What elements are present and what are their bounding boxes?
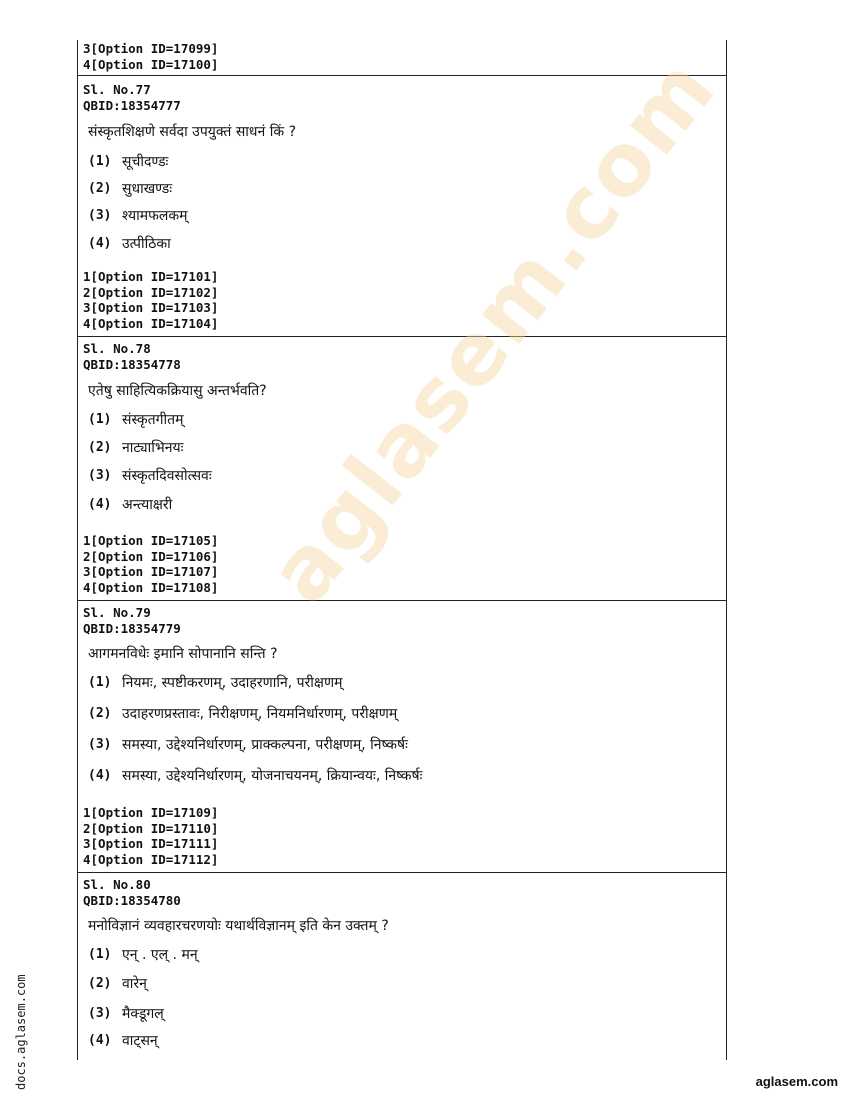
option-text: समस्या, उद्देश्यनिर्धारणम्, योजनाचयनम्, क्रियान्वयः, निष्कर्षः [122, 768, 423, 784]
option-number: (3) [88, 1006, 112, 1021]
option-row [88, 735, 408, 754]
option-number: (2) [88, 976, 112, 991]
option-id: 2[Option ID=17106] [83, 548, 219, 564]
serial-number: Sl. No.78 [83, 341, 151, 356]
option-number: (4) [88, 768, 112, 783]
option-number: (4) [88, 236, 112, 251]
option-id: 3[Option ID=17103] [83, 300, 219, 315]
watermark: aglasem.com [250, 39, 736, 622]
question-table [77, 40, 727, 1060]
option-number: (1) [88, 947, 112, 962]
option-number: (1) [88, 154, 112, 169]
serial-number: Sl. No.77 [83, 82, 151, 97]
option-row [88, 410, 184, 429]
option-id-list [83, 41, 218, 72]
option-number: (1) [88, 675, 112, 690]
option-number: (3) [88, 468, 112, 483]
question-block [78, 75, 726, 336]
option-id: 3[Option ID=17107] [83, 564, 219, 579]
question-header [83, 877, 181, 908]
qbid: QBID:18354777 [83, 97, 181, 113]
option-id: 1[Option ID=17109] [83, 805, 219, 820]
option-id-list [83, 533, 218, 595]
option-number: (2) [88, 440, 112, 455]
qbid: QBID:18354780 [83, 892, 181, 908]
option-row [88, 945, 198, 964]
option-text: उदाहरणप्रस्तावः, निरीक्षणम्, नियमनिर्धारणम्, परीक्षणम् [122, 706, 398, 722]
option-id: 2[Option ID=17102] [83, 284, 219, 300]
option-id: 4[Option ID=17112] [83, 851, 219, 867]
option-row [88, 766, 422, 785]
option-row [88, 1031, 158, 1050]
option-row [88, 152, 168, 171]
question-block [78, 872, 726, 1060]
question-text: मनोविज्ञानं व्यवहारचरणयोः यथार्थविज्ञानम् इति केन उक्तम् ? [88, 918, 389, 934]
option-id: 4[Option ID=17100] [83, 56, 219, 72]
option-number: (3) [88, 737, 112, 752]
question-header [83, 341, 181, 372]
option-text: समस्या, उद्देश्यनिर्धारणम्, प्राक्कल्पना, परीक्षणम्, निष्कर्षः [122, 737, 408, 753]
option-row [88, 179, 172, 198]
option-text: संस्कृतगीतम् [122, 412, 184, 428]
option-number: (3) [88, 208, 112, 223]
question-text: आगमनविधेः इमानि सोपानानि सन्ति ? [88, 646, 278, 662]
option-text: सूचीदण्डः [122, 154, 169, 170]
option-text: वाट्सन् [122, 1033, 158, 1049]
option-text: सुधाखण्डः [122, 181, 173, 197]
option-id: 1[Option ID=17105] [83, 533, 219, 548]
option-row [88, 704, 397, 723]
prev-question-tail [78, 40, 726, 75]
option-id-list [83, 805, 218, 867]
option-number: (2) [88, 706, 112, 721]
serial-number: Sl. No.80 [83, 877, 151, 892]
question-header [83, 82, 181, 113]
option-row [88, 974, 147, 993]
serial-number: Sl. No.79 [83, 605, 151, 620]
option-row [88, 673, 342, 692]
footer-brand: aglasem.com [755, 1074, 838, 1089]
question-block [78, 336, 726, 600]
question-text: एतेषु साहित्यिकक्रियासु अन्तर्भवति? [88, 383, 267, 399]
option-id-list [83, 269, 218, 331]
option-id: 4[Option ID=17104] [83, 315, 219, 331]
option-row [88, 495, 172, 514]
question-block [78, 600, 726, 872]
qbid: QBID:18354779 [83, 620, 181, 636]
option-row [88, 234, 171, 253]
option-row [88, 206, 187, 225]
option-text: उत्पीठिका [122, 236, 171, 252]
option-text: नाट्याभिनयः [122, 440, 184, 456]
option-text: एन् . एल् . मन् [122, 947, 198, 963]
question-header [83, 605, 181, 636]
option-text: वारेन् [122, 976, 147, 992]
option-number: (1) [88, 412, 112, 427]
option-row [88, 438, 183, 457]
question-text: संस्कृतशिक्षणे सर्वदा उपयुक्तं साधनं किं ? [88, 124, 297, 140]
option-text: मैक्डूगल् [122, 1006, 164, 1022]
option-number: (2) [88, 181, 112, 196]
option-id: 3[Option ID=17111] [83, 836, 219, 851]
option-text: अन्त्याक्षरी [122, 497, 173, 513]
option-id: 3[Option ID=17099] [83, 41, 219, 56]
option-id: 2[Option ID=17110] [83, 820, 219, 836]
side-url: docs.aglasem.com [14, 974, 28, 1090]
qbid: QBID:18354778 [83, 356, 181, 372]
option-text: नियमः, स्पष्टीकरणम्, उदाहरणानि, परीक्षणम् [122, 675, 343, 691]
option-id: 1[Option ID=17101] [83, 269, 219, 284]
option-row [88, 466, 212, 485]
option-id: 4[Option ID=17108] [83, 579, 219, 595]
option-text: श्यामफलकम् [122, 208, 188, 224]
option-row [88, 1004, 164, 1023]
option-number: (4) [88, 497, 112, 512]
option-number: (4) [88, 1033, 112, 1048]
option-text: संस्कृतदिवसोत्सवः [122, 468, 212, 484]
